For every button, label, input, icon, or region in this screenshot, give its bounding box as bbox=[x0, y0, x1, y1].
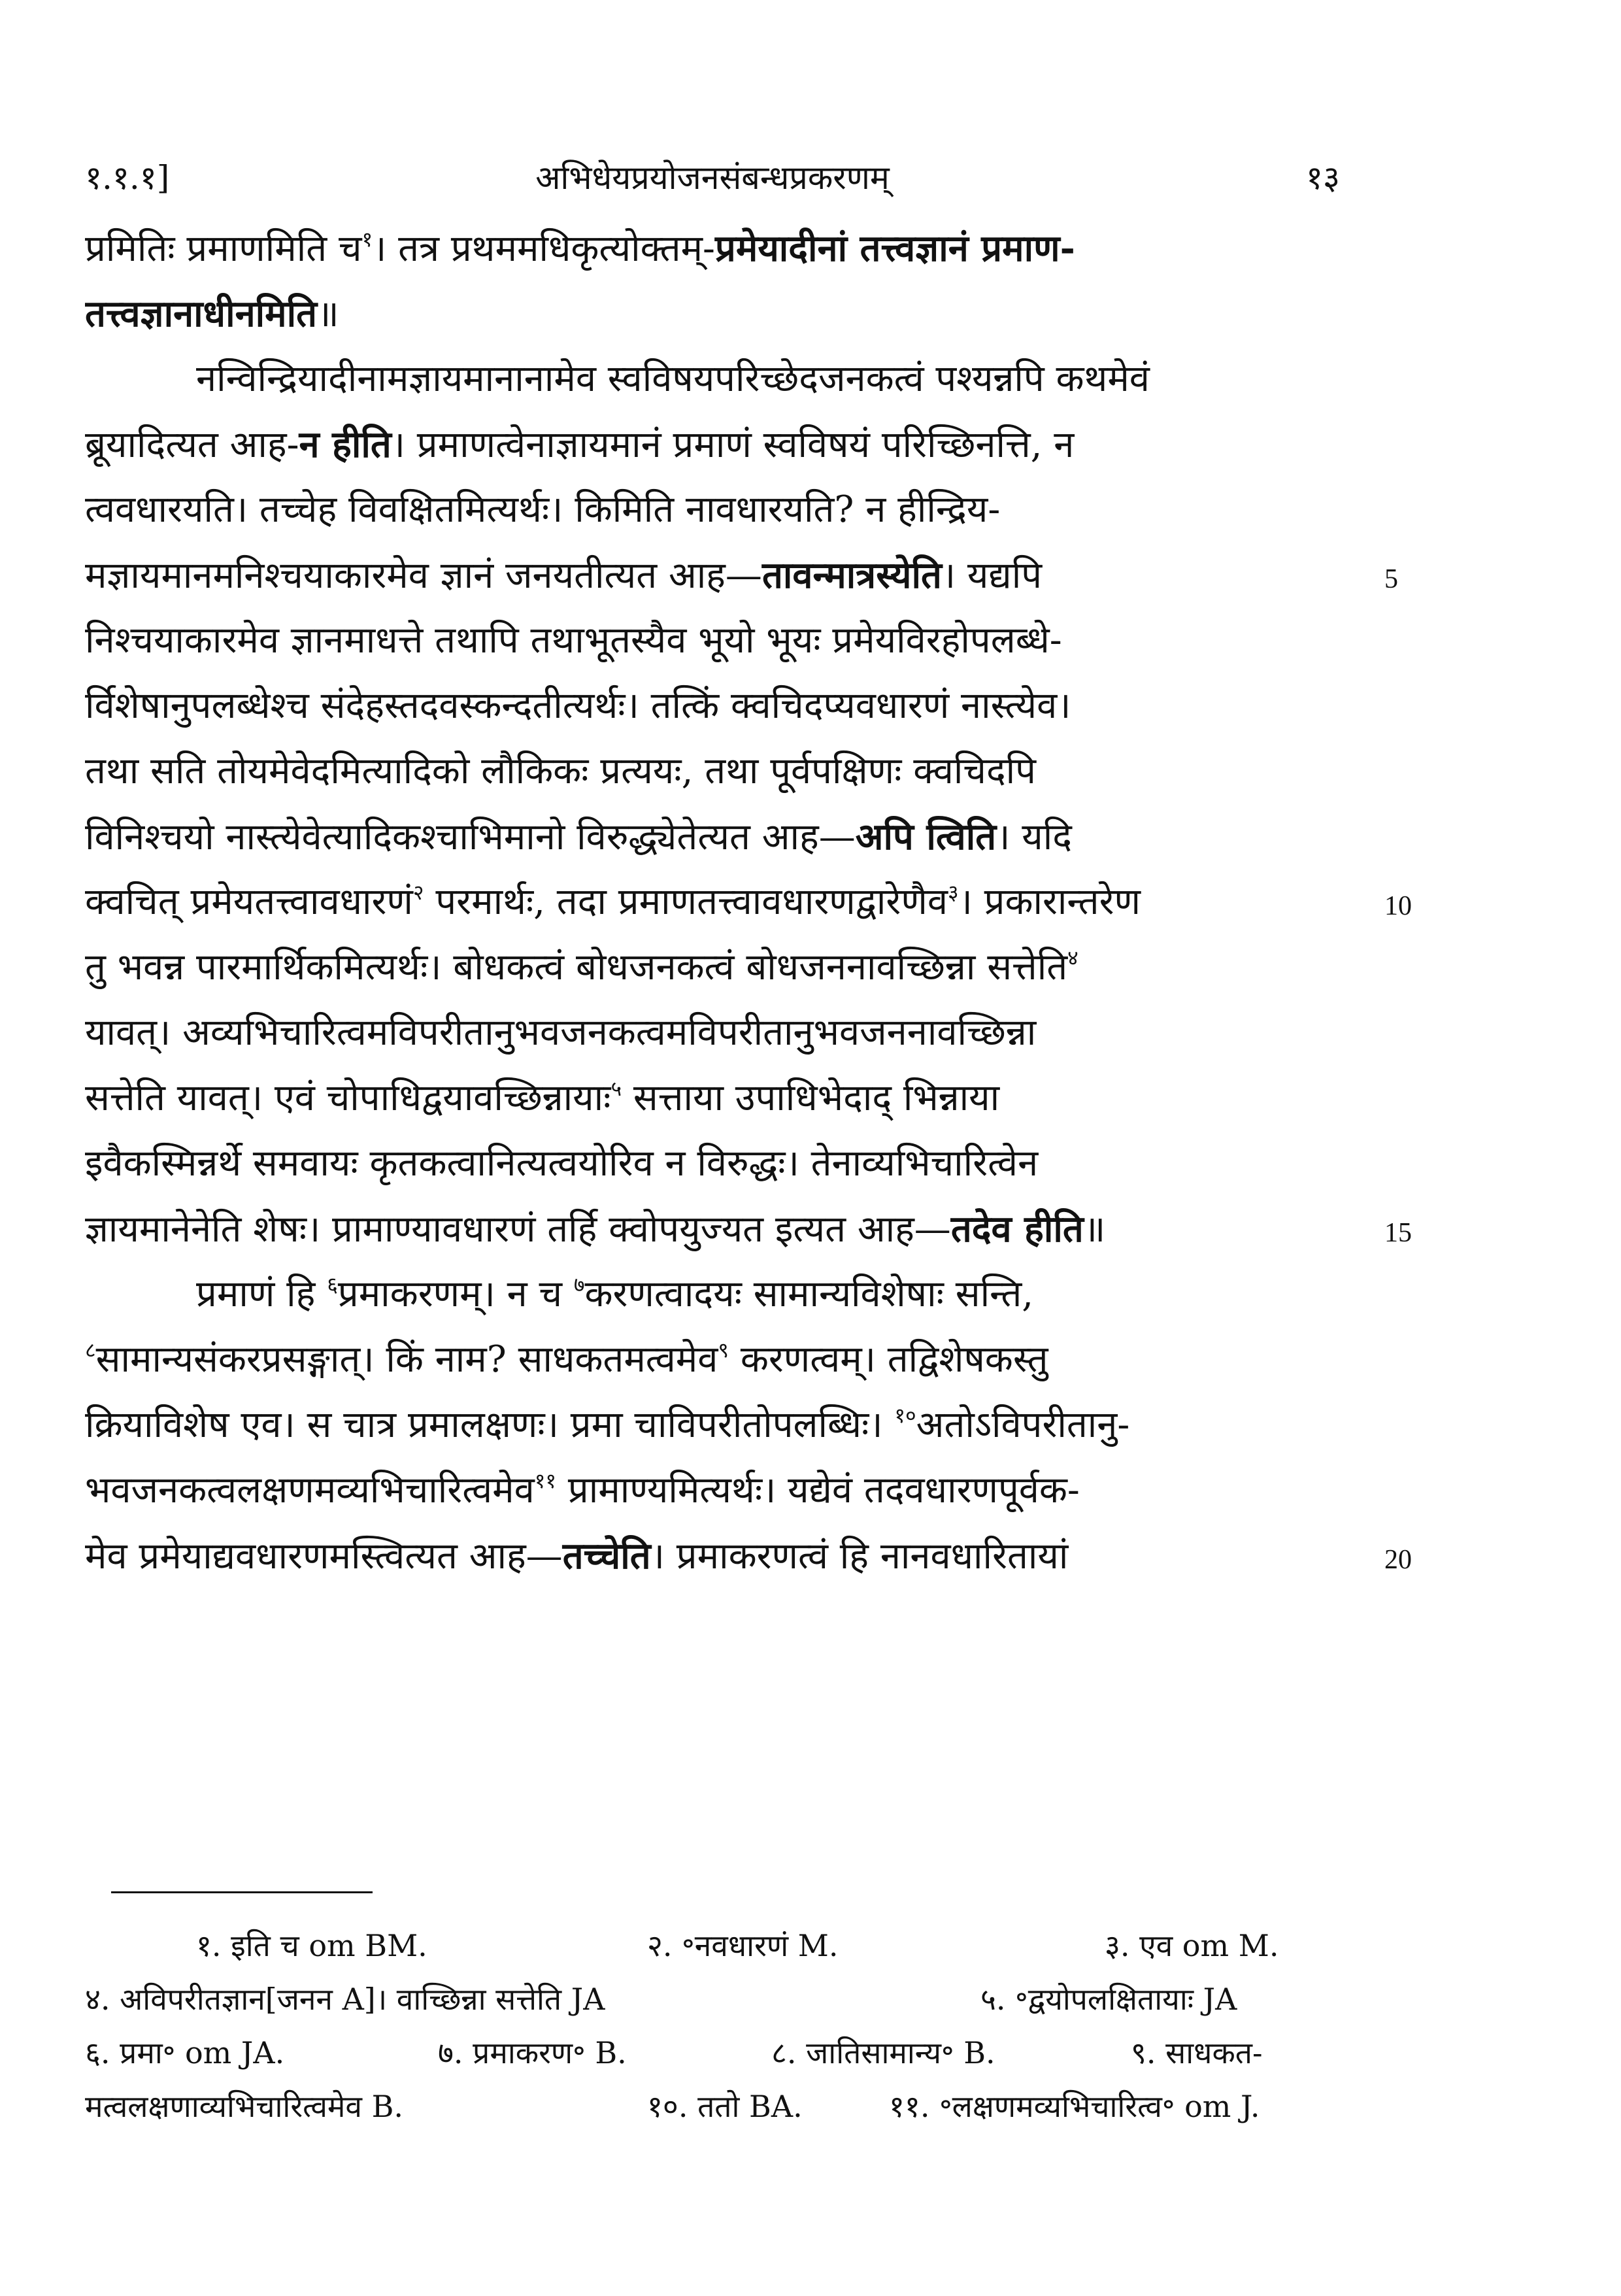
text-line-6: मज्ञायमानमनिश्चयाकारमेव ज्ञानं जनयतीत्यत आह—तावन्मात्रस्येति। यद्यपि bbox=[85, 554, 1043, 597]
footnote-5: ५. ॰द्वयोपलक्षितायाः JA bbox=[980, 1982, 1237, 2017]
footnote-row-2 bbox=[85, 1972, 1340, 2026]
text-line-18: $^८$सामान्यसंकरप्रसङ्गात्। किं नाम? साधकतमत्वमेव$^९$ करणत्वम्। तद्विशेषकस्तु bbox=[85, 1338, 1048, 1381]
text-line-8: र्विशेषानुपलब्धेश्च संदेहस्तदवस्कन्दतीत्यर्थः। तत्किं क्वचिदप्यवधारणं नास्त्येव। bbox=[85, 684, 1071, 727]
running-header bbox=[85, 154, 1340, 207]
text-line-13: यावत्। अव्यभिचारित्वमविपरीतानुभवजनकत्वमविपरीतानुभवजननावच्छिन्ना bbox=[85, 1011, 1037, 1054]
footnote-ref: ३ bbox=[947, 880, 959, 905]
line-number-20: 20 bbox=[1384, 1545, 1412, 1575]
text-line-11: क्वचित् प्रमेयतत्त्वावधारणं$^२$ परमार्थः, तदा प्रमाणतत्त्वावधारणद्वारेणैव$^३$। प्रकारान्तरेण bbox=[85, 880, 1141, 923]
text-line-2: तत्त्वज्ञानाधीनमिति॥ bbox=[85, 292, 339, 335]
text-line-15: इवैकस्मिन्नर्थे समवायः कृतकत्वानित्यत्वयोरिव न विरुद्धः। तेनाव्यभिचारित्वेन bbox=[85, 1142, 1039, 1185]
line-number-15: 15 bbox=[1384, 1218, 1412, 1248]
text-line-10: विनिश्चयो नास्त्येवेत्यादिकश्चाभिमानो विरुद्ध्येतेत्यत आह—अपि त्विति। यदि bbox=[85, 815, 1072, 858]
footnotes bbox=[85, 1919, 1340, 2133]
text-line-4: ब्रूयादित्यत आह-न हीति। प्रमाणत्वेनाज्ञायमानं प्रमाणं स्वविषयं परिच्छिनत्ति, न bbox=[85, 423, 1075, 466]
lemma: अपि त्विति bbox=[855, 815, 997, 858]
footnote-row-4 bbox=[85, 2080, 1340, 2133]
footnote-6: ६. प्रमा॰ om JA. bbox=[85, 2035, 285, 2070]
text-line-3: नन्विन्द्रियादीनामज्ञायमानानामेव स्वविषयपरिच्छेदजनकत्वं पश्यन्नपि कथमेवं bbox=[196, 358, 1150, 400]
footnote-2: २. ॰नवधारणं M. bbox=[647, 1928, 839, 1963]
footnote-ref: ६ bbox=[327, 1272, 338, 1297]
footnote-11: ११. ॰लक्षणमव्यभिचारित्व॰ om J. bbox=[889, 2089, 1260, 2124]
footnote-row-3 bbox=[85, 2026, 1340, 2080]
lemma: न हीति bbox=[299, 423, 392, 466]
footnote-3: ३. एव om M. bbox=[1105, 1928, 1279, 1963]
line-number-5: 5 bbox=[1384, 564, 1398, 594]
text-line-19: क्रियाविशेष एव। स चात्र प्रमालक्षणः। प्रमा चाविपरीतोपलब्धिः। $^{१०}$अतोऽविपरीतानु- bbox=[85, 1403, 1130, 1446]
text-line-7: निश्चयाकारमेव ज्ञानमाधत्ते तथापि तथाभूतस्यैव भूयो भूयः प्रमेयविरहोपलब्धे- bbox=[85, 619, 1062, 662]
text-line-21: मेव प्रमेयाद्यवधारणमस्त्वित्यत आह—तच्चेति। प्रमाकरणत्वं हि नानवधारितायां bbox=[85, 1534, 1069, 1578]
footnote-divider bbox=[111, 1891, 373, 1893]
page-number: १३ bbox=[1306, 159, 1340, 197]
footnote-ref: ५ bbox=[610, 1076, 622, 1101]
line-number-10: 10 bbox=[1384, 891, 1412, 921]
lemma: तच्चेति bbox=[562, 1534, 651, 1578]
footnote-9: ९. साधकत- bbox=[1131, 2035, 1263, 2070]
footnote-10: १०. ततो BA. bbox=[647, 2089, 803, 2124]
section-reference: १.१.१] bbox=[85, 159, 170, 197]
footnote-8: ८. जातिसामान्य॰ B. bbox=[771, 2035, 995, 2070]
text-line-14: सत्तेति यावत्। एवं चोपाधिद्वयावच्छिन्नायाः$^५$ सत्ताया उपाधिभेदाद् भिन्नाया bbox=[85, 1076, 1000, 1119]
footnote-ref: ११ bbox=[534, 1468, 557, 1493]
text-line-9: तथा सति तोयमेवेदमित्यादिको लौकिकः प्रत्ययः, तथा पूर्वपक्षिणः क्वचिदपि bbox=[85, 750, 1036, 792]
footnote-4: ४. अविपरीतज्ञान[जनन A]। वाच्छिन्ना सत्तेति JA bbox=[85, 1982, 605, 2017]
footnote-ref: १ bbox=[361, 227, 373, 252]
commentary-text bbox=[85, 216, 1340, 1589]
footnote-1: १. इति च om BM. bbox=[196, 1928, 427, 1963]
footnote-ref: ४ bbox=[1067, 945, 1078, 970]
footnote-9-cont: मत्वलक्षणाव्यभिचारित्वमेव B. bbox=[85, 2089, 404, 2124]
text-line-20: भवजनकत्वलक्षणमव्यभिचारित्वमेव$^{११}$ प्रामाण्यमित्यर्थः। यद्येवं तदवधारणपूर्वक- bbox=[85, 1468, 1080, 1511]
running-title: अभिधेयप्रयोजनसंबन्धप्रकरणम् bbox=[535, 159, 890, 197]
footnote-ref: ९ bbox=[718, 1338, 729, 1362]
footnote-ref: ७ bbox=[573, 1272, 585, 1297]
text-line-17: प्रमाणं हि $^६$प्रमाकरणम्। न च $^७$करणत्वादयः सामान्यविशेषाः सन्ति, bbox=[196, 1272, 1034, 1315]
footnote-7: ७. प्रमाकरण॰ B. bbox=[438, 2035, 627, 2070]
footnote-ref: २ bbox=[412, 880, 424, 905]
lemma: तत्त्वज्ञानाधीनमिति bbox=[85, 292, 318, 335]
lemma: प्रमेयादीनां तत्त्वज्ञानं प्रमाण- bbox=[714, 227, 1075, 270]
lemma: तावन्मात्रस्येति bbox=[761, 554, 942, 597]
footnote-row-1 bbox=[85, 1919, 1340, 1972]
footnote-ref: ८ bbox=[85, 1338, 96, 1362]
text-line-5: त्ववधारयति। तच्चेह विवक्षितमित्यर्थः। किमिति नावधारयति? न हीन्द्रिय- bbox=[85, 488, 1001, 531]
text-line-1: प्रमितिः प्रमाणमिति च$^१$। तत्र प्रथममधिकृत्योक्तम्-प्रमेयादीनां तत्त्वज्ञानं प्रमाण- bbox=[85, 227, 1075, 270]
footnote-ref: १० bbox=[894, 1403, 916, 1428]
lemma: तदेव हीति bbox=[950, 1207, 1084, 1251]
text-line-12: तु भवन्न पारमार्थिकमित्यर्थः। बोधकत्वं बोधजनकत्वं बोधजननावच्छिन्ना सत्तेति$^४$ bbox=[85, 945, 1078, 988]
text-line-16: ज्ञायमानेनेति शेषः। प्रामाण्यावधारणं तर्हि क्वोपयुज्यत इत्यत आह—तदेव हीति॥ bbox=[85, 1207, 1106, 1251]
